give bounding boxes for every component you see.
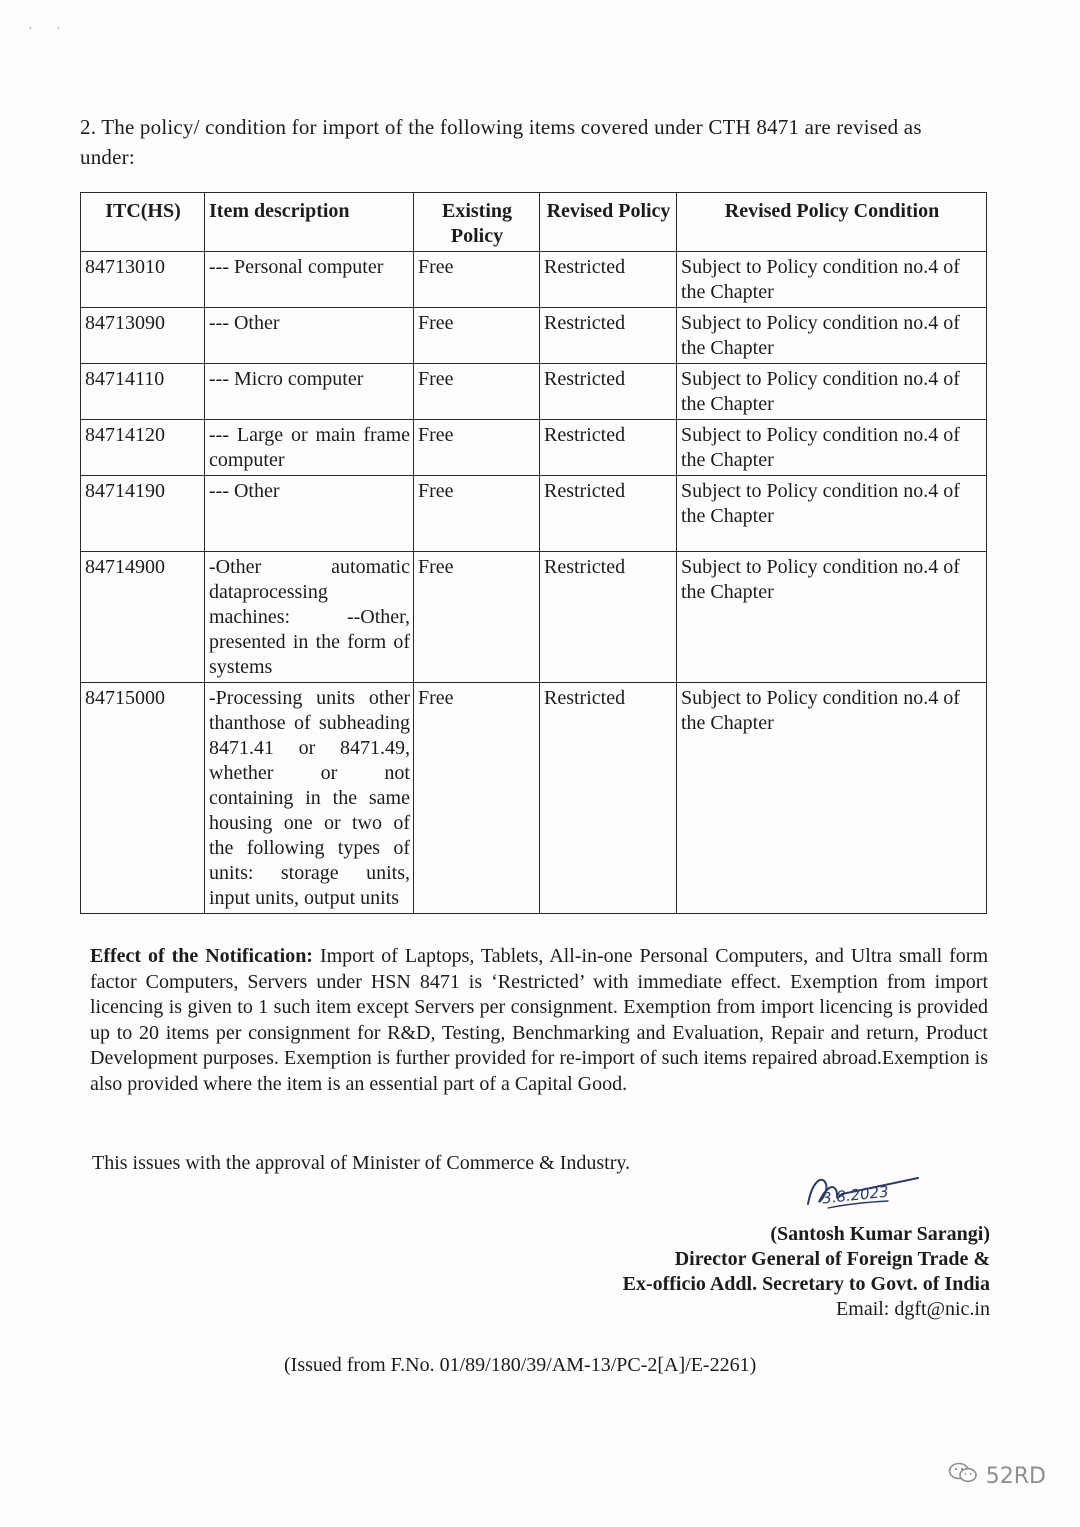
signatory-title-1: Director General of Foreign Trade &	[674, 1248, 990, 1270]
header-existing-policy: Existing Policy	[414, 193, 540, 252]
cell-itc-code: 84714110	[81, 364, 205, 420]
table-row	[81, 420, 987, 476]
cell-revised-policy: Restricted	[540, 252, 677, 308]
cell-existing-policy: Free	[414, 308, 540, 364]
signatory-email: Email: dgft@nic.in	[836, 1298, 990, 1320]
effect-lead: Effect of the Notification:	[90, 945, 313, 967]
intro-paragraph: 2. The policy/ condition for import of the following items covered under CTH 8471 are revised as under:	[80, 115, 922, 169]
cell-revised-policy: Restricted	[540, 552, 677, 683]
policy-table	[80, 192, 987, 914]
cell-description: --- Large or main frame computer	[205, 420, 414, 476]
cell-revised-policy: Restricted	[540, 308, 677, 364]
table-row	[81, 308, 987, 364]
cell-itc-code: 84713010	[81, 252, 205, 308]
signatory-block	[623, 1222, 990, 1322]
signature-date: 3.8.2023	[821, 1182, 890, 1208]
table-row	[81, 476, 987, 552]
table-header-row	[81, 193, 987, 252]
cell-policy-condition: Subject to Policy condition no.4 of the Chapter	[677, 308, 987, 364]
cell-description: --- Other	[205, 308, 414, 364]
issued-reference: (Issued from F.No. 01/89/180/39/AM-13/PC-2[A]/E-2261)	[284, 1354, 757, 1376]
cell-existing-policy: Free	[414, 420, 540, 476]
effect-body: Import of Laptops, Tablets, All-in-one Personal Computers, and Ultra small form factor Computers, Servers under HSN 8471 is ‘Restricted’ with immediate effect. Exemption from import licencing is given to 1 such item except Servers per consignment. Exemption from import licencing is provided up to 20 items per consignment for R&D, Testing, Benchmarking and Evaluation, Repair and return, Product Development purposes. Exemption is further provided for re-import of such items repaired abroad.Exemption is also provided where the item is an essential part of a Capital Good.	[90, 945, 989, 1095]
cell-description: --- Micro computer	[205, 364, 414, 420]
cell-existing-policy: Free	[414, 683, 540, 914]
cell-itc-code: 84715000	[81, 683, 205, 914]
cell-itc-code: 84713090	[81, 308, 205, 364]
table-row	[81, 252, 987, 308]
cell-existing-policy: Free	[414, 476, 540, 552]
cell-policy-condition: Subject to Policy condition no.4 of the Chapter	[677, 476, 987, 552]
watermark-text: 52RD	[985, 1463, 1046, 1489]
cell-existing-policy: Free	[414, 364, 540, 420]
cell-description: --- Other	[205, 476, 414, 552]
header-itc: ITC(HS)	[81, 193, 205, 252]
table-row	[81, 683, 987, 914]
table-row	[81, 364, 987, 420]
cell-policy-condition: Subject to Policy condition no.4 of the Chapter	[677, 552, 987, 683]
cell-policy-condition: Subject to Policy condition no.4 of the Chapter	[677, 364, 987, 420]
effect-paragraph	[90, 944, 988, 1097]
cell-policy-condition: Subject to Policy condition no.4 of the Chapter	[677, 252, 987, 308]
policy-table-wrapper	[80, 192, 986, 914]
cell-existing-policy: Free	[414, 552, 540, 683]
scan-noise: · ·	[28, 22, 71, 37]
cell-policy-condition: Subject to Policy condition no.4 of the Chapter	[677, 420, 987, 476]
cell-revised-policy: Restricted	[540, 683, 677, 914]
header-policy-condition: Revised Policy Condition	[677, 193, 987, 252]
approval-line: This issues with the approval of Minister of Commerce & Industry.	[92, 1152, 631, 1174]
header-description: Item description	[205, 193, 414, 252]
cell-description: -Other automatic dataprocessing machines: --Other, presented in the form of systems	[205, 552, 414, 683]
header-revised-policy: Revised Policy	[540, 193, 677, 252]
cell-revised-policy: Restricted	[540, 364, 677, 420]
cell-revised-policy: Restricted	[540, 476, 677, 552]
cell-revised-policy: Restricted	[540, 420, 677, 476]
cell-description: --- Personal computer	[205, 252, 414, 308]
cell-existing-policy: Free	[414, 252, 540, 308]
cell-itc-code: 84714120	[81, 420, 205, 476]
cell-itc-code: 84714190	[81, 476, 205, 552]
watermark	[948, 1461, 1046, 1491]
table-row	[81, 552, 987, 683]
cell-policy-condition: Subject to Policy condition no.4 of the Chapter	[677, 683, 987, 914]
signatory-name: (Santosh Kumar Sarangi)	[770, 1223, 990, 1245]
cell-description: -Processing units other thanthose of subheading 8471.41 or 8471.49, whether or not containing in the same housing one or two of the following types of units: storage units, input units, output units	[205, 683, 414, 914]
signatory-title-2: Ex-officio Addl. Secretary to Govt. of India	[622, 1273, 990, 1295]
cell-itc-code: 84714900	[81, 552, 205, 683]
wechat-icon	[948, 1461, 978, 1491]
